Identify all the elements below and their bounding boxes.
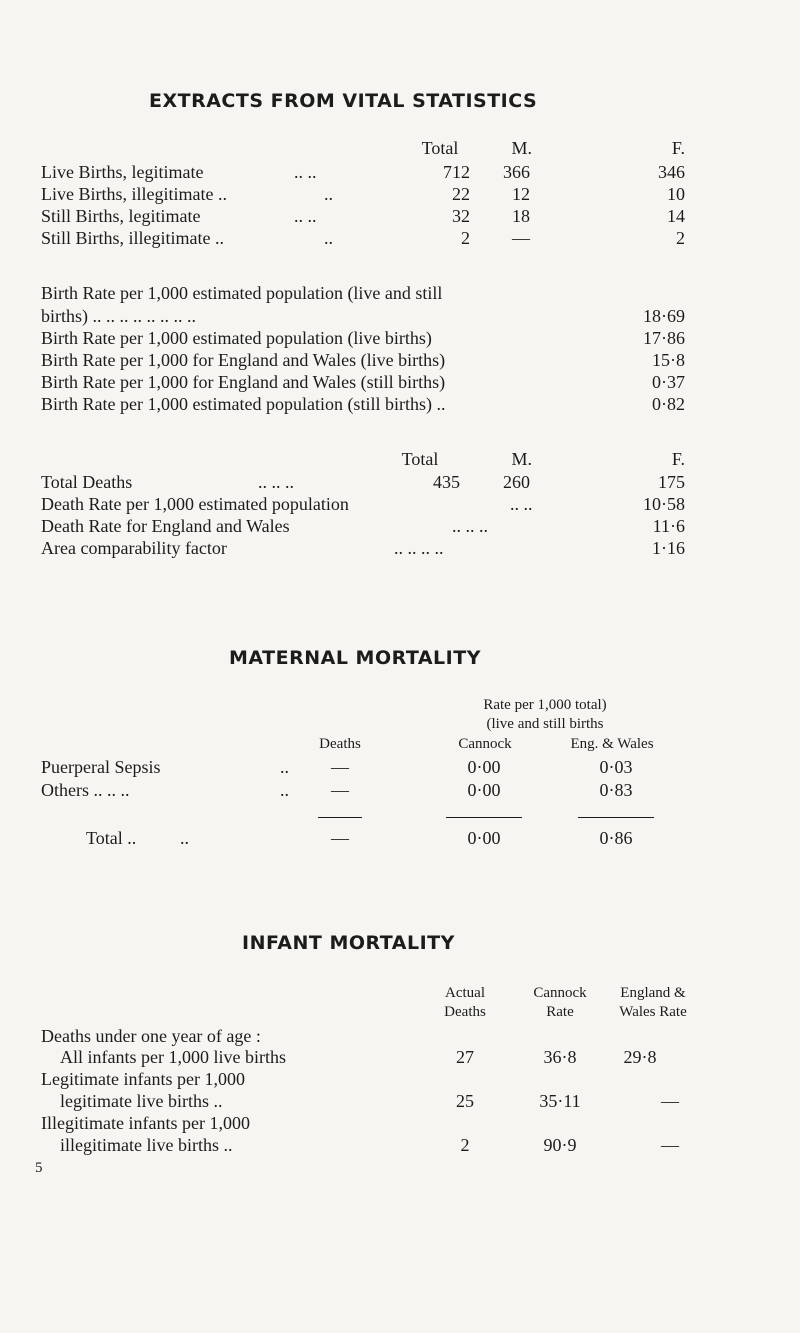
- deaths-f-header: F.: [671, 449, 685, 469]
- maternal-cannock-header: Cannock: [458, 736, 512, 752]
- births-row-total: 712: [443, 162, 470, 182]
- death-rate-value: 10·58: [643, 494, 685, 514]
- births-row-dots: .. ..: [294, 206, 317, 226]
- maternal-total-deaths: —: [331, 828, 349, 848]
- births-row-label: Live Births, illegitimate ..: [41, 184, 227, 204]
- maternal-row-cannock: 0·00: [467, 780, 501, 800]
- infant-row-cannock: 35·11: [539, 1091, 581, 1111]
- cannock-rate-header-2: Rate: [546, 1004, 574, 1020]
- maternal-row-deaths: —: [331, 780, 349, 800]
- death-rate-label: Death Rate for England and Wales: [41, 516, 290, 536]
- birth-rate-value: 0·82: [652, 394, 685, 414]
- death-rate-label: Death Rate per 1,000 estimated population: [41, 494, 349, 514]
- death-rate-dots: .. .. ..: [452, 516, 488, 536]
- infant-row-label: Legitimate infants per 1,000: [41, 1069, 245, 1089]
- england-rate-header-1: England &: [620, 985, 686, 1001]
- births-row-dots: .. ..: [294, 162, 317, 182]
- cannock-rate-header-1: Cannock: [533, 985, 587, 1001]
- maternal-row-dots: ..: [280, 757, 289, 777]
- maternal-total-dots: ..: [180, 828, 189, 848]
- infant-row-label: Illegitimate infants per 1,000: [41, 1113, 250, 1133]
- births-row-dots: ..: [324, 228, 333, 248]
- england-rate-header-2: Wales Rate: [619, 1004, 687, 1020]
- births-row-f: 10: [667, 184, 685, 204]
- births-row-dots: ..: [324, 184, 333, 204]
- maternal-deaths-header: Deaths: [319, 736, 361, 752]
- total-deaths-dots: .. .. ..: [258, 472, 294, 492]
- total-deaths-m: 260: [503, 472, 530, 492]
- maternal-total-label: Total ..: [86, 828, 137, 848]
- infant-row-cannock: 90·9: [543, 1135, 577, 1155]
- births-row-m: 366: [503, 162, 530, 182]
- births-row-label: Live Births, legitimate: [41, 162, 204, 182]
- maternal-mortality-heading: MATERNAL MORTALITY: [229, 647, 481, 669]
- eng-total-rule: [578, 817, 654, 818]
- total-deaths-label: Total Deaths: [41, 472, 133, 492]
- deaths-m-header: M.: [511, 449, 532, 469]
- death-rate-label: Area comparability factor: [41, 538, 227, 558]
- infant-row-label: illegitimate live births ..: [60, 1135, 233, 1155]
- infant-row-cannock: 36·8: [543, 1047, 577, 1067]
- vital-statistics-heading: EXTRACTS FROM VITAL STATISTICS: [149, 90, 538, 112]
- total-deaths-f: 175: [658, 472, 685, 492]
- birth-rate-label: Birth Rate per 1,000 estimated population (live and still: [41, 283, 443, 303]
- infant-row-england: 29·8: [623, 1047, 657, 1067]
- deaths-total-rule: [318, 817, 362, 818]
- maternal-total-cannock: 0·00: [467, 828, 501, 848]
- death-rate-value: 11·6: [652, 516, 685, 536]
- birth-rate-label: Birth Rate per 1,000 estimated population (live births): [41, 328, 432, 348]
- infant-intro: Deaths under one year of age :: [41, 1026, 261, 1046]
- actual-deaths-header-1: Actual: [445, 985, 485, 1001]
- maternal-row-label: Puerperal Sepsis: [41, 757, 161, 777]
- infant-row-actual: 27: [456, 1047, 474, 1067]
- infant-row-actual: 2: [460, 1135, 470, 1155]
- maternal-row-dots: ..: [280, 780, 289, 800]
- maternal-row-eng: 0·03: [599, 757, 633, 777]
- maternal-total-eng: 0·86: [599, 828, 633, 848]
- birth-rate-value: 0·37: [652, 372, 685, 392]
- births-f-header: F.: [671, 138, 685, 158]
- infant-row-label: All infants per 1,000 live births: [60, 1047, 286, 1067]
- infant-row-actual: 25: [456, 1091, 474, 1111]
- births-row-label: Still Births, legitimate: [41, 206, 201, 226]
- birth-rate-value: 15·8: [652, 350, 685, 370]
- actual-deaths-header-2: Deaths: [444, 1004, 486, 1020]
- maternal-row-deaths: —: [331, 757, 349, 777]
- births-row-f: 14: [667, 206, 685, 226]
- births-row-m: —: [512, 228, 530, 248]
- births-row-total: 2: [461, 228, 470, 248]
- total-deaths-total: 435: [433, 472, 460, 492]
- maternal-row-cannock: 0·00: [467, 757, 501, 777]
- birth-rate-label: Birth Rate per 1,000 for England and Wales (still births): [41, 372, 446, 392]
- page-number: 5: [35, 1160, 43, 1176]
- death-rate-dots: .. .. .. ..: [394, 538, 444, 558]
- birth-rate-value: 18·69: [643, 306, 685, 326]
- maternal-row-label: Others .. .. ..: [41, 780, 130, 800]
- rate-header-line-2: (live and still births: [486, 716, 604, 732]
- births-row-m: 18: [512, 206, 530, 226]
- birth-rate-label: Birth Rate per 1,000 for England and Wales (live births): [41, 350, 446, 370]
- maternal-eng-wales-header: Eng. & Wales: [570, 736, 654, 752]
- rate-header-line-1: Rate per 1,000 total): [483, 697, 607, 713]
- births-row-total: 22: [452, 184, 470, 204]
- infant-row-england: —: [661, 1135, 679, 1155]
- births-row-m: 12: [512, 184, 530, 204]
- births-row-label: Still Births, illegitimate ..: [41, 228, 224, 248]
- births-row-f: 2: [676, 228, 685, 248]
- death-rate-value: 1·16: [652, 538, 685, 558]
- births-row-total: 32: [452, 206, 470, 226]
- cannock-total-rule: [446, 817, 522, 818]
- births-m-header: M.: [511, 138, 532, 158]
- birth-rate-label: Birth Rate per 1,000 estimated population (still births) ..: [41, 394, 446, 414]
- deaths-total-header: Total: [401, 449, 439, 469]
- births-total-header: Total: [421, 138, 459, 158]
- maternal-row-eng: 0·83: [599, 780, 633, 800]
- infant-row-england: —: [661, 1091, 679, 1111]
- birth-rate-label: births) .. .. .. .. .. .. .. ..: [41, 306, 196, 326]
- death-rate-dots: .. ..: [510, 494, 533, 514]
- birth-rate-value: 17·86: [643, 328, 685, 348]
- births-row-f: 346: [658, 162, 685, 182]
- infant-mortality-heading: INFANT MORTALITY: [242, 932, 455, 954]
- infant-row-label: legitimate live births ..: [60, 1091, 223, 1111]
